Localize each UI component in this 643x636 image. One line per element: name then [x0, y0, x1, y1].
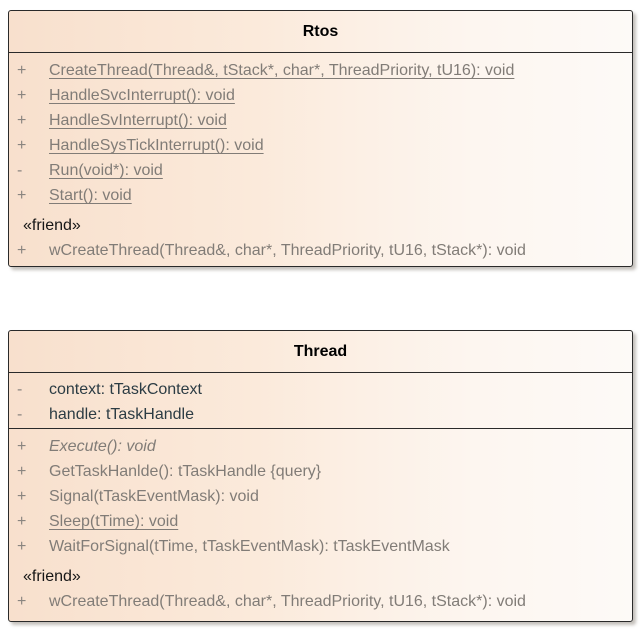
operations-compartment [9, 53, 632, 266]
operation-label: HandleSysTickInterrupt(): void [49, 137, 264, 154]
visibility-marker: + [17, 463, 27, 480]
operation-label: Execute(): void [49, 438, 156, 455]
operation-label: HandleSvcInterrupt(): void [49, 87, 235, 104]
visibility-marker: + [17, 87, 27, 104]
visibility-marker: + [17, 62, 27, 79]
visibility-marker: - [17, 381, 23, 398]
stereotype-label: «friend» [23, 217, 81, 234]
operation-row [9, 158, 632, 183]
visibility-marker: + [17, 513, 27, 530]
operation-row [9, 509, 632, 534]
operation-label: Signal(tTaskEventMask): void [49, 488, 259, 505]
operation-label: wCreateThread(Thread&, char*, ThreadPriority, tU16, tStack*): void [49, 242, 526, 259]
attribute-row [9, 377, 632, 402]
visibility-marker: + [17, 538, 27, 555]
operation-label: CreateThread(Thread&, tStack*, char*, ThreadPriority, tU16): void [49, 62, 515, 79]
operation-label: Run(void*): void [49, 162, 163, 179]
visibility-marker: - [17, 406, 23, 423]
operation-row [9, 108, 632, 133]
operation-row [9, 58, 632, 83]
operation-row [9, 434, 632, 459]
operation-row [9, 589, 632, 614]
stereotype-label: «friend» [23, 568, 81, 585]
visibility-marker: + [17, 187, 27, 204]
operation-label: GetTaskHanlde(): tTaskHandle {query} [49, 463, 322, 480]
operation-row [9, 238, 632, 263]
attributes-compartment [9, 373, 632, 429]
operation-row [9, 534, 632, 559]
operation-row [9, 133, 632, 158]
visibility-marker: + [17, 137, 27, 154]
operation-label: HandleSvInterrupt(): void [49, 112, 227, 129]
visibility-marker: + [17, 242, 27, 259]
operation-label: Sleep(tTime): void [49, 513, 179, 530]
visibility-marker: + [17, 112, 27, 129]
operation-row [9, 459, 632, 484]
visibility-marker: - [17, 162, 23, 179]
operation-label: wCreateThread(Thread&, char*, ThreadPriority, tU16, tStack*): void [49, 593, 526, 610]
operation-row [9, 183, 632, 208]
class-box-rtos[interactable] [8, 10, 633, 267]
operation-label: Start(): void [49, 187, 132, 204]
visibility-marker: + [17, 438, 27, 455]
operation-row [9, 83, 632, 108]
class-name: Thread [9, 331, 632, 373]
visibility-marker: + [17, 593, 27, 610]
attribute-row [9, 402, 632, 427]
operation-label: WaitForSignal(tTime, tTaskEventMask): tTaskEventMask [49, 538, 450, 555]
operations-compartment [9, 429, 632, 621]
attribute-label: handle: tTaskHandle [49, 406, 194, 423]
visibility-marker: + [17, 488, 27, 505]
class-name: Rtos [9, 11, 632, 53]
operation-row [9, 484, 632, 509]
attribute-label: context: tTaskContext [49, 381, 202, 398]
class-box-thread[interactable] [8, 330, 633, 622]
